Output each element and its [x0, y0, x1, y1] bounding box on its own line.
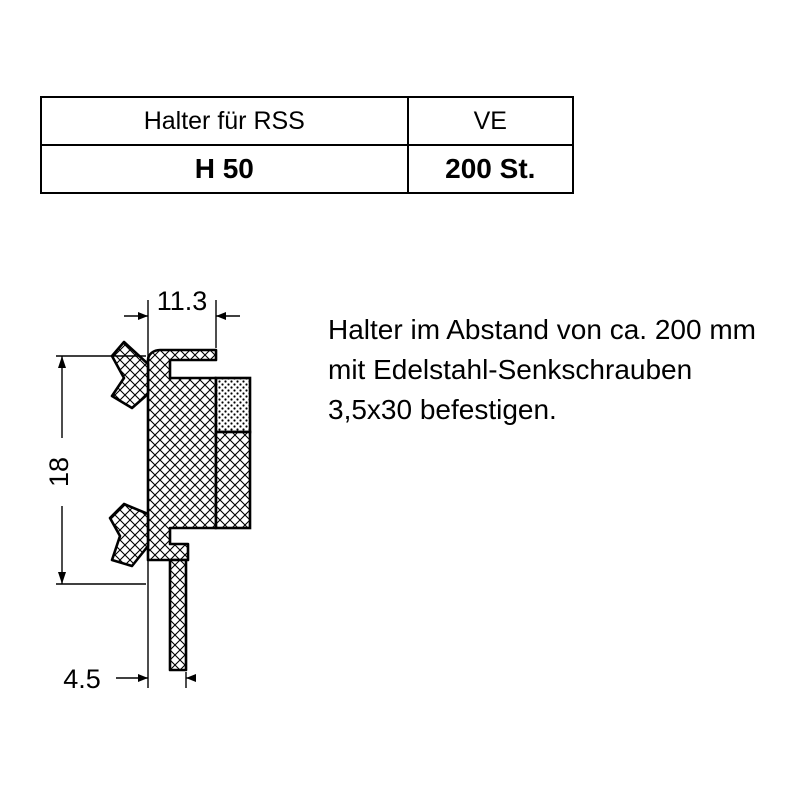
spec-table [40, 96, 574, 194]
table-value-halter: H 50 [41, 145, 408, 193]
table-header-row [41, 97, 573, 145]
table-header-ve: VE [408, 97, 573, 145]
description-text: Halter im Abstand von ca. 200 mm mit Edelstahl-Senkschrauben 3,5x30 befestigen. [328, 314, 756, 425]
table-value-ve: 200 St. [408, 145, 573, 193]
dimension-label-18: 18 [44, 456, 74, 488]
table-value-row [41, 145, 573, 193]
table-header-halter: Halter für RSS [41, 97, 408, 145]
profile-cross-section [110, 342, 250, 670]
dimension-label-11-3: 11.3 [156, 286, 208, 316]
dimension-label-4-5: 4.5 [63, 664, 101, 694]
technical-drawing [20, 260, 340, 720]
